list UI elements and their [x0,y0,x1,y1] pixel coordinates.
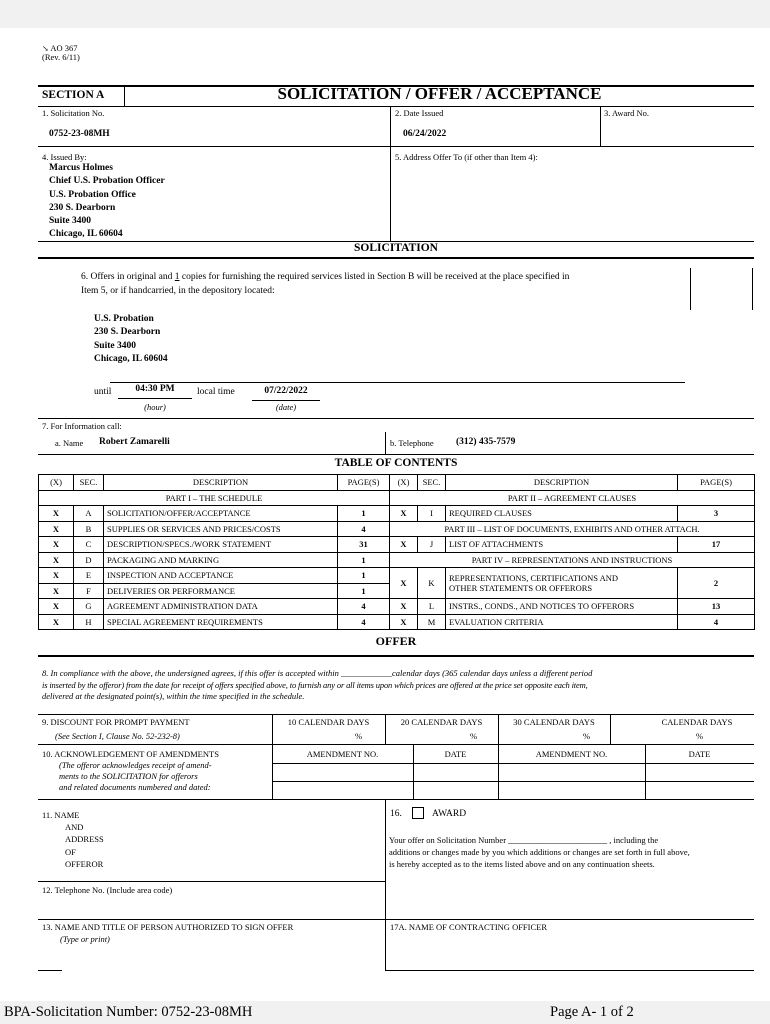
toc-part3: PART III – LIST OF DOCUMENTS, EXHIBITS AND OTHER ATTACH. [390,521,755,537]
solicitation-heading: SOLICITATION [354,242,438,254]
until-label: until [94,387,112,397]
toc-table [38,474,755,630]
table-row: X C DESCRIPTION/SPECS./WORK STATEMENT 31 X J LIST OF ATTACHMENTS 17 [39,537,755,553]
item16-label: 16. [390,809,402,819]
offer-heading: OFFER [375,634,417,648]
section-a-box [38,86,125,107]
table-row: X A SOLICITATION/OFFER/ACCEPTANCE 1 X I REQUIRED CLAUSES 3 [39,506,755,522]
footer-solicitation-number: BPA-Solicitation Number: 0752-23-08MH [4,1004,253,1020]
item5-label: 5. Address Offer To (if other than Item 4): [395,152,538,162]
item11-block: 11. NAME AND ADDRESS OF OFFEROR [42,810,104,869]
toc-part-row [39,490,755,506]
date-issued: 06/24/2022 [403,129,447,139]
item8-text: 8. In compliance with the above, the undersigned agrees, if this offer is accepted within ____________calendar days (365 calendar days unless a different period is inserted by the offeror) from the date for receipt of offers specified above, to furnish any or all items upon which prices are offered at the price set opposite each item, delivered at the designated point(s), within the time specified in the schedule. [42,668,593,701]
item13-sub: (Type or print) [60,934,110,944]
contact-phone: (312) 435-7579 [456,437,516,447]
item6-line1: 6. Offers in original and 1 copies for furnishing the required services listed in Section B will be received at the place specified in [81,272,570,282]
depository-block: U.S. Probation 230 S. Dearborn Suite 3400 Chicago, IL 60604 [94,314,168,364]
award-checkbox[interactable] [412,807,424,819]
contact-name: Robert Zamarelli [99,437,170,447]
item11-label: 11. NAME [42,810,80,820]
footer-page-number: Page A- 1 of 2 [550,1004,634,1020]
pen-icon: ↘ [42,44,49,53]
issuer-suite: Suite 3400 [49,216,91,227]
toc-heading: TABLE OF CONTENTS [334,457,458,469]
toc-part2: PART II – AGREEMENT CLAUSES [390,490,755,506]
form-title: SOLICITATION / OFFER / ACCEPTANCE [277,84,602,103]
table-row: X G AGREEMENT ADMINISTRATION DATA 4 X L INSTRS., CONDS., AND NOTICES TO OFFERORS 13 [39,599,755,615]
item6-line2: Item 5, or if handcarried, in the depository located: [81,286,275,296]
viewer-top-bar [0,0,770,28]
item1-label: 1. Solicitation No. [42,108,105,118]
item7-label: 7. For Information call: [42,421,122,431]
date-caption: (date) [275,402,297,412]
copies-count: 1 [174,272,180,282]
form-revision: (Rev. 6/11) [42,52,80,62]
item12-label: 12. Telephone No. (Include area code) [42,885,173,895]
contact-phone-label: b. Telephone [390,438,434,448]
table-row: X H SPECIAL AGREEMENT REQUIREMENTS 4 X M EVALUATION CRITERIA 4 [39,614,755,630]
item13-label: 13. NAME AND TITLE OF PERSON AUTHORIZED TO SIGN OFFER [42,922,294,932]
hour-caption: (hour) [144,402,166,412]
item17a-label: 17A. NAME OF CONTRACTING OFFICER [390,922,548,932]
due-time: 04:30 PM [135,384,175,394]
award-label: AWARD [432,809,467,819]
item3-label: 3. Award No. [604,108,650,118]
form-id: AO 367 [50,43,78,53]
table-row: X F DELIVERIES OR PERFORMANCE 1 [39,583,755,599]
toc-header-row: (X) SEC. DESCRIPTION PAGE(S) (X) SEC. DESCRIPTION PAGE(S) [39,475,755,491]
issuer-name: Marcus Holmes [49,163,113,173]
issuer-office: U.S. Probation Office [49,189,136,200]
issuer-title: Chief U.S. Probation Officer [49,176,165,187]
item4-label: 4. Issued By: [42,152,87,162]
issued-by-block [49,162,165,242]
solicitation-number: 0752-23-08MH [49,129,110,139]
item10-label: 10. ACKNOWLEDGEMENT OF AMENDMENTS [42,749,219,759]
local-time-label: local time [197,387,235,397]
table-row: X B SUPPLIES OR SERVICES AND PRICES/COSTS 4 PART III – LIST OF DOCUMENTS, EXHIBITS AND OTHER ATTACH. [39,521,755,537]
item9-label: 9. DISCOUNT FOR PROMPT PAYMENT [42,717,190,727]
issuer-street: 230 S. Dearborn [49,202,116,213]
contact-name-label: a. Name [55,438,84,448]
table-row: X D PACKAGING AND MARKING 1 PART IV – REPRESENTATIONS AND INSTRUCTIONS [39,552,755,568]
issuer-city: Chicago, IL 60604 [49,229,123,240]
award-text: Your offer on Solicitation Number ______________________ , including the additions or changes made by you which additions or changes are set forth in full above, is hereby accepted as to the items listed above and on any continuation sheets. [389,835,690,870]
toc-part4: PART IV – REPRESENTATIONS AND INSTRUCTIONS [390,552,755,568]
toc-part1: PART I – THE SCHEDULE [39,490,390,506]
section-label: SECTION A [42,89,105,101]
item2-label: 2. Date Issued [395,108,444,118]
table-row: X E INSPECTION AND ACCEPTANCE 1 X K REPRESENTATIONS, CERTIFICATIONS AND OTHER STATEMENTS OR OFFERORS 2 [39,568,755,584]
item9-sub: (See Section I, Clause No. 52-232-8) [55,731,180,741]
form-id-block [42,44,80,62]
item10-sub: (The offeror acknowledges receipt of amend- ments to the SOLICITATION for offerors and related documents numbered and dated: [59,760,212,792]
due-date: 07/22/2022 [264,386,308,396]
